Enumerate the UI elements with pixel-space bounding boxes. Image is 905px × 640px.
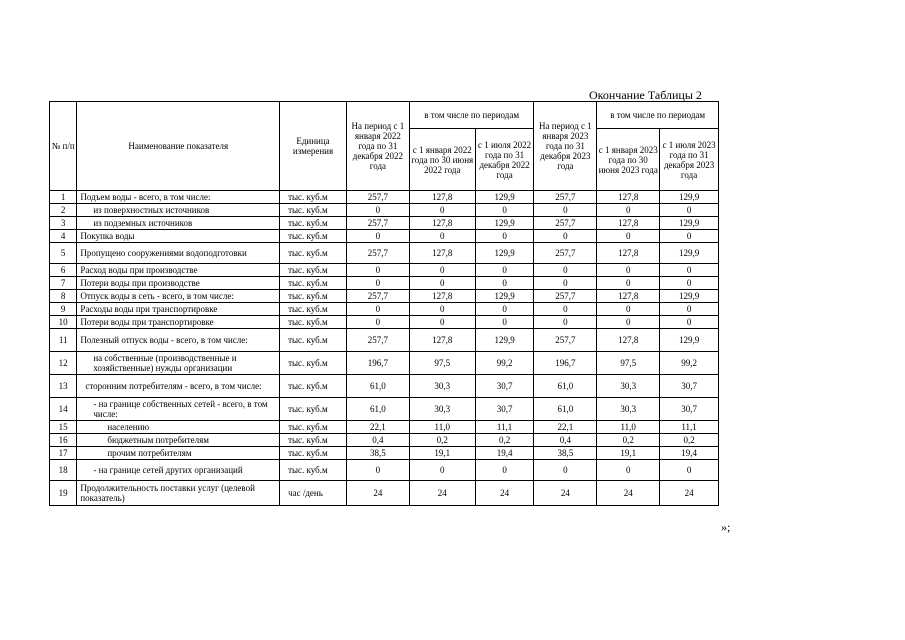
row-value: 0 [597,303,660,316]
row-unit: тыс. куб.м [280,204,347,217]
row-value: 129,9 [660,329,719,352]
row-value: 0 [660,316,719,329]
row-number: 16 [50,434,77,447]
row-unit: час /день [280,481,347,506]
row-value: 127,8 [409,191,475,204]
row-unit: тыс. куб.м [280,398,347,421]
row-value: 0,2 [597,434,660,447]
row-value: 0 [660,230,719,243]
row-number: 8 [50,290,77,303]
row-value: 97,5 [409,352,475,375]
row-value: 61,0 [534,398,597,421]
col-h2-2023-header: с 1 июля 2023 года по 31 декабря 2023 года [660,129,719,191]
row-value: 11,0 [409,421,475,434]
row-value: 257,7 [346,191,409,204]
row-name: на собственные (производственные и хозяйственные) нужды организации [77,352,280,375]
row-value: 127,8 [409,329,475,352]
row-value: 257,7 [346,217,409,230]
col-h2-2022-header: с 1 июля 2022 года по 31 декабря 2022 года [475,129,534,191]
row-name: Подъем воды - всего, в том числе: [77,191,280,204]
row-number: 12 [50,352,77,375]
table-row [50,243,719,264]
row-value: 22,1 [346,421,409,434]
table-row [50,204,719,217]
row-value: 0 [409,204,475,217]
row-number: 17 [50,447,77,460]
row-value: 38,5 [346,447,409,460]
col-num-header: № п/п [50,102,77,191]
row-number: 15 [50,421,77,434]
row-number: 14 [50,398,77,421]
row-number: 11 [50,329,77,352]
row-value: 30,3 [409,398,475,421]
row-unit: тыс. куб.м [280,264,347,277]
row-number: 4 [50,230,77,243]
row-value: 0 [346,277,409,290]
row-number: 19 [50,481,77,506]
row-number: 18 [50,460,77,481]
row-value: 129,9 [660,243,719,264]
row-name: Отпуск воды в сеть - всего, в том числе: [77,290,280,303]
row-number: 5 [50,243,77,264]
row-value: 129,9 [475,243,534,264]
row-name: из поверхностных источников [77,204,280,217]
table-row [50,398,719,421]
row-value: 0 [346,204,409,217]
col-incl-2023-header: в том числе по периодам [597,102,719,129]
row-value: 0 [597,264,660,277]
row-value: 38,5 [534,447,597,460]
row-value: 19,1 [409,447,475,460]
row-name: сторонним потребителям - всего, в том числе: [77,375,280,398]
row-unit: тыс. куб.м [280,329,347,352]
table-row [50,329,719,352]
row-value: 0 [475,204,534,217]
row-value: 11,1 [475,421,534,434]
row-unit: тыс. куб.м [280,290,347,303]
row-value: 0 [346,303,409,316]
row-unit: тыс. куб.м [280,316,347,329]
row-value: 127,8 [597,217,660,230]
row-value: 0 [534,264,597,277]
row-value: 129,9 [660,290,719,303]
table-caption: Окончание Таблицы 2 [589,88,702,102]
row-value: 129,9 [475,290,534,303]
row-value: 127,8 [409,243,475,264]
row-number: 7 [50,277,77,290]
row-value: 257,7 [534,243,597,264]
row-value: 30,3 [409,375,475,398]
row-unit: тыс. куб.м [280,460,347,481]
row-value: 30,7 [660,398,719,421]
row-number: 13 [50,375,77,398]
row-value: 129,9 [475,329,534,352]
row-unit: тыс. куб.м [280,277,347,290]
row-name: населению [77,421,280,434]
row-value: 0,2 [409,434,475,447]
row-value: 0,2 [475,434,534,447]
row-value: 0 [346,264,409,277]
row-value: 0,2 [660,434,719,447]
row-value: 0 [409,460,475,481]
row-value: 24 [597,481,660,506]
row-value: 11,1 [660,421,719,434]
table-row [50,316,719,329]
row-unit: тыс. куб.м [280,375,347,398]
row-value: 257,7 [534,329,597,352]
col-period-2023-header: На период с 1 января 2023 года по 31 декабря 2023 года [534,102,597,191]
row-value: 19,4 [660,447,719,460]
row-unit: тыс. куб.м [280,243,347,264]
table-row [50,352,719,375]
row-value: 129,9 [660,191,719,204]
row-value: 0 [660,204,719,217]
row-name: Пропущено сооружениями водоподготовки [77,243,280,264]
row-unit: тыс. куб.м [280,217,347,230]
row-unit: тыс. куб.м [280,434,347,447]
row-value: 0 [346,230,409,243]
table-row [50,290,719,303]
row-value: 30,7 [660,375,719,398]
row-name: Расход воды при производстве [77,264,280,277]
row-value: 99,2 [475,352,534,375]
row-value: 0 [597,316,660,329]
row-unit: тыс. куб.м [280,191,347,204]
row-value: 19,1 [597,447,660,460]
closing-quote: »; [721,520,731,534]
table-row [50,191,719,204]
row-name: Полезный отпуск воды - всего, в том числе: [77,329,280,352]
row-name: Продолжительность поставки услуг (целевой показатель) [77,481,280,506]
row-value: 30,7 [475,398,534,421]
row-value: 61,0 [346,375,409,398]
row-value: 0 [409,316,475,329]
table-row [50,447,719,460]
row-value: 0 [660,264,719,277]
row-value: 24 [534,481,597,506]
row-unit: тыс. куб.м [280,352,347,375]
row-value: 24 [475,481,534,506]
row-value: 196,7 [346,352,409,375]
row-number: 10 [50,316,77,329]
row-value: 97,5 [597,352,660,375]
row-name: Расходы воды при транспортировке [77,303,280,316]
table-row [50,460,719,481]
row-value: 61,0 [346,398,409,421]
table-row [50,217,719,230]
row-value: 0 [660,460,719,481]
row-value: 196,7 [534,352,597,375]
row-value: 30,7 [475,375,534,398]
row-number: 1 [50,191,77,204]
col-incl-2022-header: в том числе по периодам [409,102,534,129]
row-value: 0 [475,303,534,316]
table-row [50,375,719,398]
row-value: 257,7 [346,290,409,303]
row-value: 30,3 [597,375,660,398]
row-value: 0 [475,230,534,243]
row-value: 0 [409,230,475,243]
row-value: 127,8 [597,290,660,303]
table-row [50,481,719,506]
row-number: 6 [50,264,77,277]
table-row [50,303,719,316]
row-value: 0 [534,204,597,217]
table-row [50,277,719,290]
row-value: 11,0 [597,421,660,434]
col-name-header: Наименование показателя [77,102,280,191]
row-value: 0 [409,264,475,277]
row-name: Потери воды при производстве [77,277,280,290]
row-value: 0 [534,303,597,316]
row-name: - на границе собственных сетей - всего, в том числе: [77,398,280,421]
row-value: 24 [409,481,475,506]
row-name: - на границе сетей других организаций [77,460,280,481]
row-value: 257,7 [534,217,597,230]
row-name: прочим потребителям [77,447,280,460]
row-value: 0 [597,204,660,217]
row-name: бюджетным потребителям [77,434,280,447]
row-value: 127,8 [409,290,475,303]
row-value: 129,9 [475,217,534,230]
row-value: 127,8 [409,217,475,230]
row-number: 3 [50,217,77,230]
row-value: 24 [346,481,409,506]
row-value: 0 [409,277,475,290]
table-row [50,230,719,243]
row-value: 129,9 [660,217,719,230]
row-value: 24 [660,481,719,506]
row-value: 0 [660,277,719,290]
row-value: 257,7 [534,191,597,204]
water-balance-table [49,101,719,506]
table-row [50,421,719,434]
row-value: 19,4 [475,447,534,460]
row-value: 99,2 [660,352,719,375]
col-h1-2023-header: с 1 января 2023 года по 30 июня 2023 года [597,129,660,191]
row-value: 127,8 [597,243,660,264]
table-row [50,434,719,447]
row-value: 0 [534,460,597,481]
row-unit: тыс. куб.м [280,303,347,316]
row-value: 0 [346,460,409,481]
row-value: 127,8 [597,191,660,204]
row-value: 30,3 [597,398,660,421]
row-value: 0,4 [534,434,597,447]
row-value: 0 [346,316,409,329]
row-unit: тыс. куб.м [280,230,347,243]
row-value: 0 [660,303,719,316]
table-row [50,264,719,277]
col-h1-2022-header: с 1 января 2022 года по 30 июня 2022 года [409,129,475,191]
row-value: 0 [597,460,660,481]
row-value: 61,0 [534,375,597,398]
row-value: 0 [475,460,534,481]
col-period-2022-header: На период с 1 января 2022 года по 31 декабря 2022 года [346,102,409,191]
row-number: 2 [50,204,77,217]
row-unit: тыс. куб.м [280,447,347,460]
row-value: 0,4 [346,434,409,447]
row-value: 0 [475,277,534,290]
row-value: 0 [409,303,475,316]
row-value: 0 [534,230,597,243]
row-value: 0 [597,230,660,243]
row-value: 22,1 [534,421,597,434]
row-name: Потери воды при транспортировке [77,316,280,329]
row-value: 0 [534,277,597,290]
row-value: 257,7 [346,243,409,264]
row-value: 127,8 [597,329,660,352]
row-value: 0 [475,264,534,277]
row-name: из подземных источников [77,217,280,230]
row-value: 0 [534,316,597,329]
row-number: 9 [50,303,77,316]
row-value: 0 [597,277,660,290]
row-name: Покупка воды [77,230,280,243]
row-value: 0 [475,316,534,329]
col-unit-header: Единица измерения [280,102,347,191]
row-value: 257,7 [534,290,597,303]
row-value: 129,9 [475,191,534,204]
row-value: 257,7 [346,329,409,352]
row-unit: тыс. куб.м [280,421,347,434]
